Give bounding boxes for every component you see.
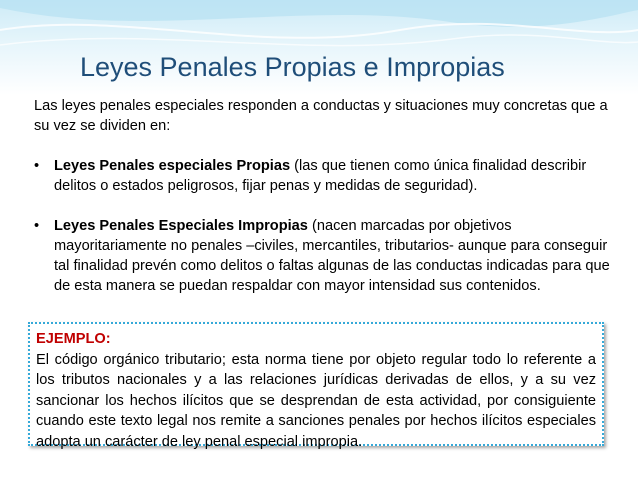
bullet-item-propias: [34, 156, 624, 196]
bullet-icon: •: [34, 158, 40, 174]
bullet-item-impropias: [34, 216, 624, 296]
example-heading: EJEMPLO:: [36, 331, 111, 347]
slide-title: Leyes Penales Propias e Impropias: [80, 52, 505, 82]
example-box: [28, 322, 604, 450]
bullet-term: Leyes Penales especiales Propias: [54, 158, 291, 174]
intro-paragraph: Las leyes penales especiales responden a conductas y situaciones muy concretas que a su vez se dividen en:: [34, 98, 608, 134]
slide-body: [34, 96, 624, 296]
bullet-text: (las que tienen como única finalidad describir delitos o estados peligrosos, fijar penas y medidas de seguridad).: [54, 158, 587, 194]
bullet-icon: •: [34, 218, 40, 234]
bullet-text: (nacen marcadas por objetivos mayoritariamente no penales –civiles, mercantiles, tributarios- aunque para conseguir tal finalidad prevén como delitos o faltas algunas de las conductas indicadas para que de esta manera se puedan respaldar con mayor intensidad sus contenidos.: [54, 218, 610, 294]
bullet-term: Leyes Penales Especiales Impropias: [54, 218, 308, 234]
bullet-list: [34, 156, 624, 296]
example-text: El código orgánico tributario; esta norma tiene por objeto regular todo lo referente a los tributos nacionales y a las relaciones jurídicas derivadas de ellos, y a su vez sancionar los hechos ilícitos que se desprendan de esta actividad, por consiguiente cuando este texto legal nos remite a sanciones penales por hechos ilícitos especiales adopta un carácter de ley penal especial impropia.: [36, 351, 596, 450]
